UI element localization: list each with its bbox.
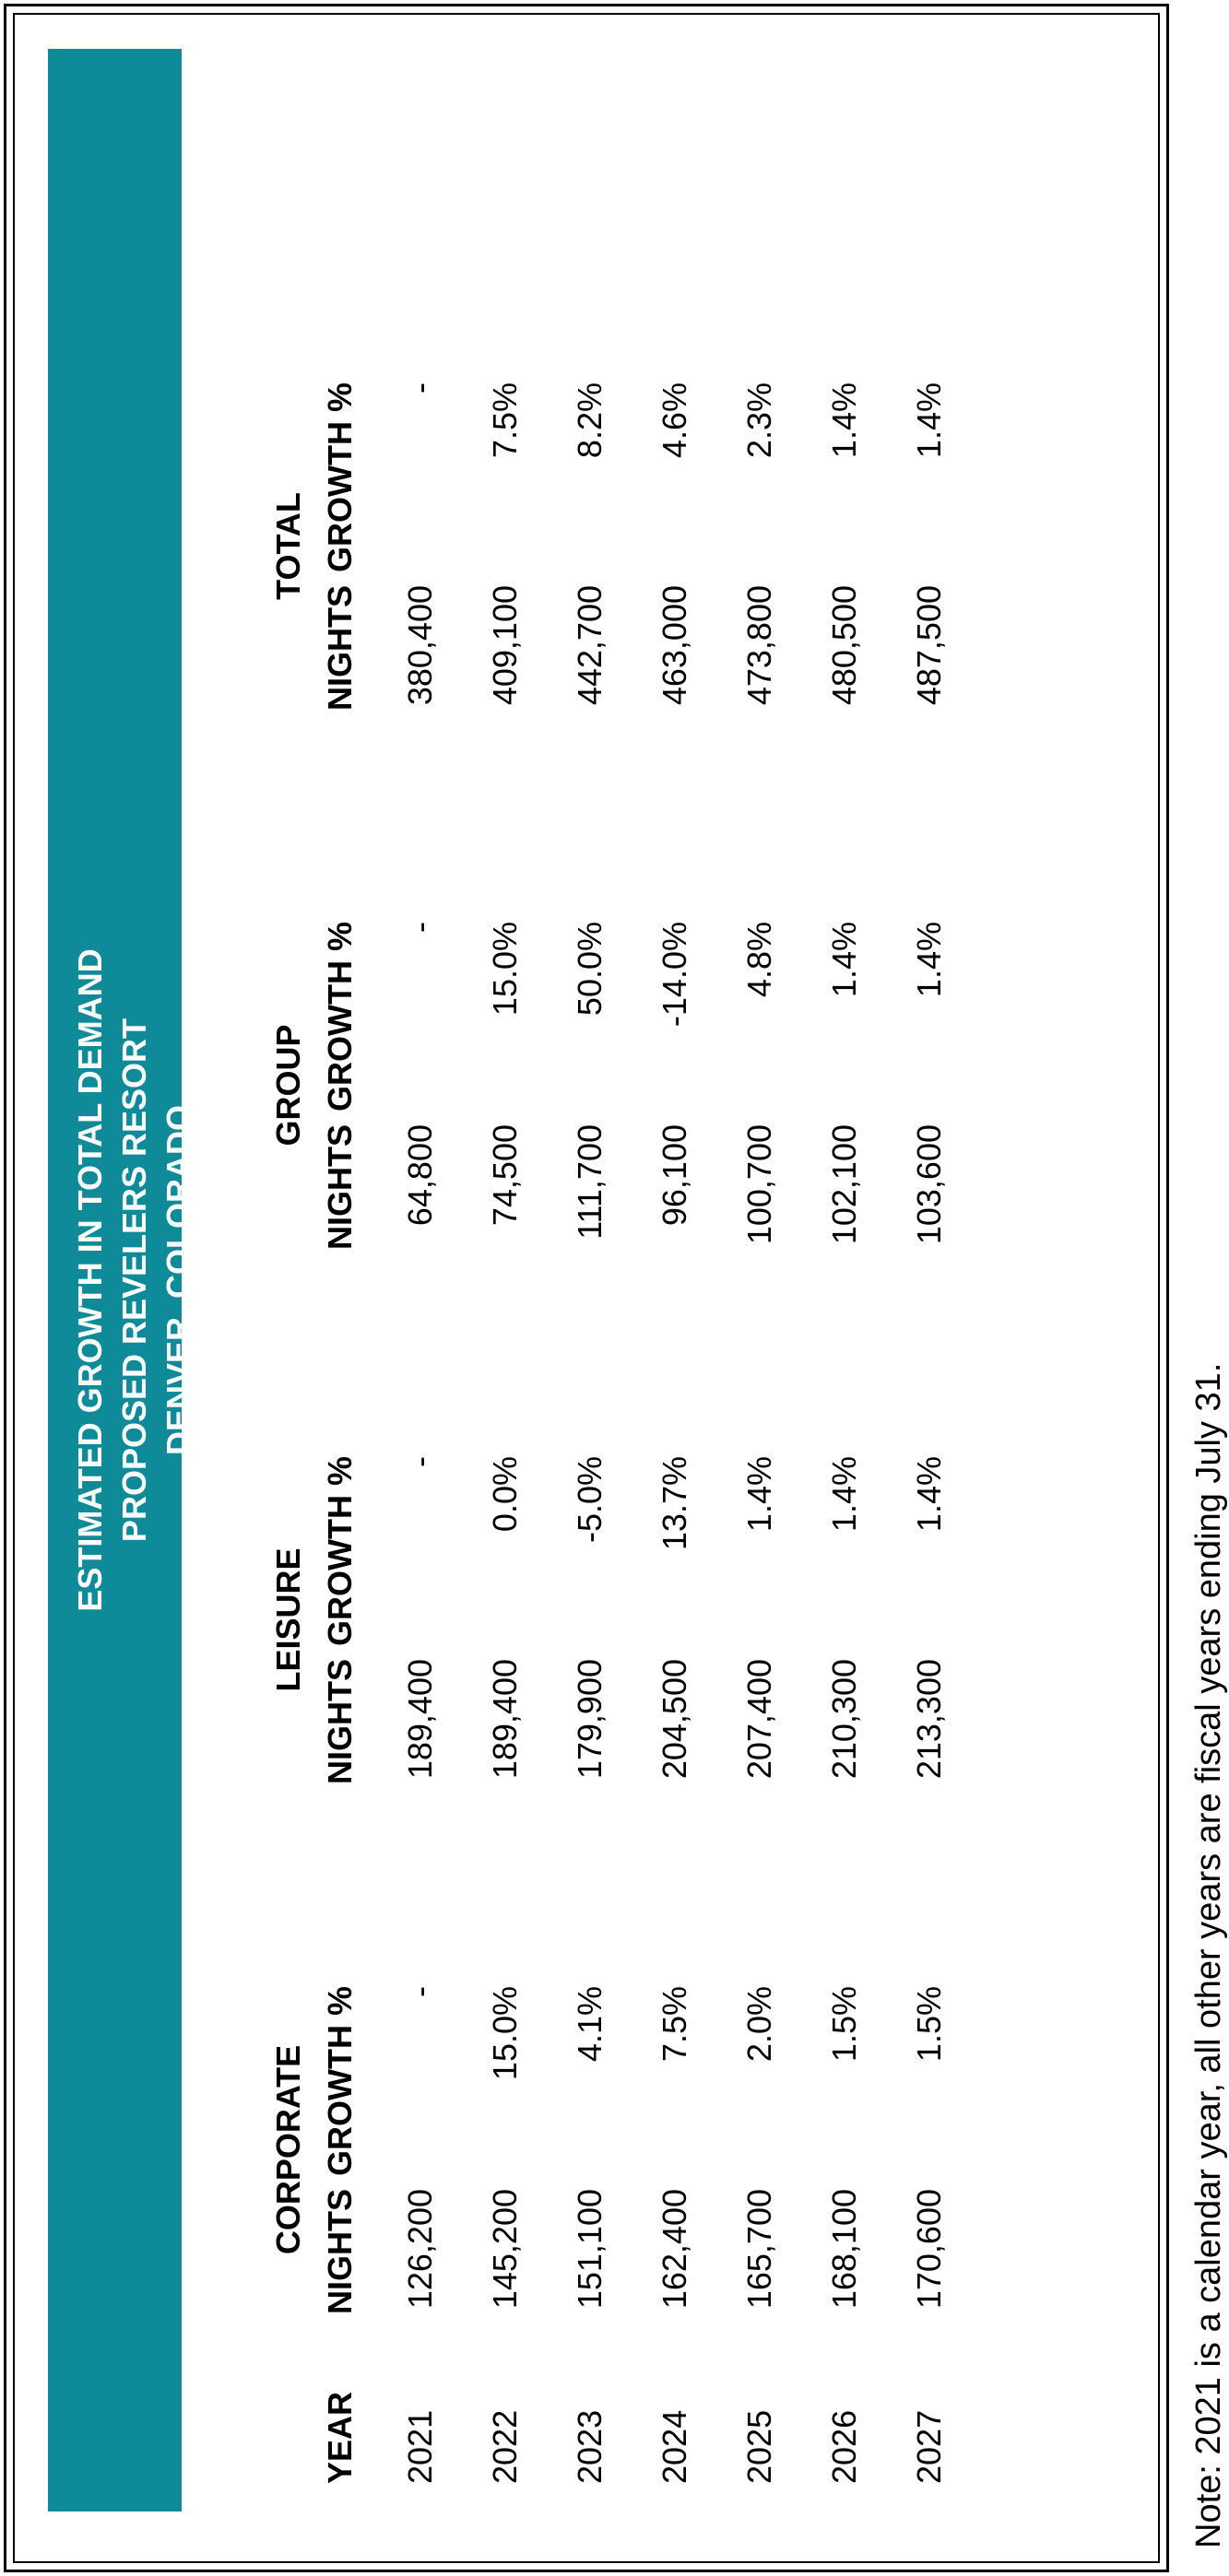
title-line-2: PROPOSED REVELERS RESORT — [115, 1017, 153, 1543]
cell-corp-n: 151,100 — [571, 2189, 609, 2310]
title-line-1: ESTIMATED GROWTH IN TOTAL DEMAND — [71, 948, 109, 1612]
cell-leis-g: - — [401, 1456, 439, 1467]
cell-grp-n: 103,600 — [910, 1124, 948, 1245]
cell-tot-n: 487,500 — [910, 585, 948, 706]
cell-corp-n: 145,200 — [486, 2189, 524, 2310]
col-header-group-growth: GROWTH % — [321, 922, 359, 1112]
cell-corp-g: 1.5% — [825, 1986, 863, 2063]
cell-leis-n: 179,900 — [571, 1659, 609, 1780]
group-header-leisure: LEISURE — [269, 1547, 307, 1692]
cell-grp-g: 1.4% — [910, 922, 948, 998]
cell-tot-g: 1.4% — [825, 382, 863, 459]
cell-leis-n: 210,300 — [825, 1659, 863, 1780]
cell-leis-g: 13.7% — [656, 1456, 693, 1551]
cell-grp-g: -14.0% — [656, 922, 693, 1028]
col-header-corporate-nights: NIGHTS — [321, 2189, 359, 2315]
col-header-leisure-nights: NIGHTS — [321, 1659, 359, 1785]
col-header-corporate-growth: GROWTH % — [321, 1986, 359, 2176]
cell-leis-n: 189,400 — [401, 1659, 439, 1780]
cell-leis-g: 1.4% — [825, 1456, 863, 1533]
footnote: Note: 2021 is a calendar year, all other years are fiscal years ending July 31. — [1189, 1362, 1228, 2548]
col-header-total-growth: GROWTH % — [321, 382, 359, 572]
cell-grp-n: 96,100 — [656, 1124, 693, 1227]
cell-tot-n: 409,100 — [486, 585, 524, 706]
cell-tot-n: 380,400 — [401, 585, 439, 706]
cell-tot-g: 2.3% — [740, 382, 778, 459]
cell-corp-g: 4.1% — [571, 1986, 609, 2063]
cell-grp-g: 50.0% — [571, 922, 609, 1017]
group-header-group: GROUP — [269, 1024, 307, 1147]
cell-grp-g: - — [401, 922, 439, 933]
cell-leis-n: 204,500 — [656, 1659, 693, 1780]
cell-tot-n: 480,500 — [825, 585, 863, 706]
cell-leis-n: 207,400 — [740, 1659, 778, 1780]
cell-tot-g: 1.4% — [910, 382, 948, 459]
cell-leis-n: 189,400 — [486, 1659, 524, 1780]
cell-year: 2025 — [740, 2409, 778, 2484]
cell-corp-n: 126,200 — [401, 2189, 439, 2310]
cell-leis-g: 0.0% — [486, 1456, 524, 1533]
cell-grp-n: 74,500 — [486, 1124, 524, 1227]
cell-grp-n: 100,700 — [740, 1124, 778, 1245]
cell-tot-g: 4.6% — [656, 382, 693, 459]
cell-grp-g: 4.8% — [740, 922, 778, 998]
cell-tot-g: 8.2% — [571, 382, 609, 459]
cell-leis-g: 1.4% — [910, 1456, 948, 1533]
cell-tot-n: 463,000 — [656, 585, 693, 706]
cell-leis-n: 213,300 — [910, 1659, 948, 1780]
cell-tot-n: 473,800 — [740, 585, 778, 706]
cell-tot-g: - — [401, 382, 439, 394]
cell-leis-g: 1.4% — [740, 1456, 778, 1533]
cell-year: 2026 — [825, 2409, 863, 2484]
cell-corp-n: 165,700 — [740, 2189, 778, 2310]
cell-year: 2027 — [910, 2409, 948, 2484]
col-header-total-nights: NIGHTS — [321, 585, 359, 712]
cell-grp-g: 15.0% — [486, 922, 524, 1017]
cell-corp-g: - — [401, 1986, 439, 1997]
cell-corp-n: 170,600 — [910, 2189, 948, 2310]
col-header-leisure-growth: GROWTH % — [321, 1456, 359, 1646]
cell-corp-n: 168,100 — [825, 2189, 863, 2310]
group-header-total: TOTAL — [269, 492, 307, 600]
group-header-corporate: CORPORATE — [269, 2044, 307, 2255]
cell-year: 2022 — [486, 2409, 524, 2484]
cell-corp-n: 162,400 — [656, 2189, 693, 2310]
cell-corp-g: 1.5% — [910, 1986, 948, 2063]
col-header-year: YEAR — [321, 2391, 359, 2484]
col-header-group-nights: NIGHTS — [321, 1124, 359, 1251]
cell-grp-n: 64,800 — [401, 1124, 439, 1227]
cell-corp-g: 7.5% — [656, 1986, 693, 2063]
title-line-3: DENVER, COLORADO — [160, 1104, 197, 1456]
cell-leis-g: -5.0% — [571, 1456, 609, 1544]
cell-corp-g: 15.0% — [486, 1986, 524, 2081]
cell-tot-n: 442,700 — [571, 585, 609, 706]
cell-tot-g: 7.5% — [486, 382, 524, 459]
cell-grp-g: 1.4% — [825, 922, 863, 998]
cell-grp-n: 111,700 — [571, 1124, 609, 1240]
cell-year: 2021 — [401, 2409, 439, 2484]
cell-corp-g: 2.0% — [740, 1986, 778, 2063]
cell-grp-n: 102,100 — [825, 1124, 863, 1245]
cell-year: 2024 — [656, 2409, 693, 2484]
cell-year: 2023 — [571, 2409, 609, 2484]
